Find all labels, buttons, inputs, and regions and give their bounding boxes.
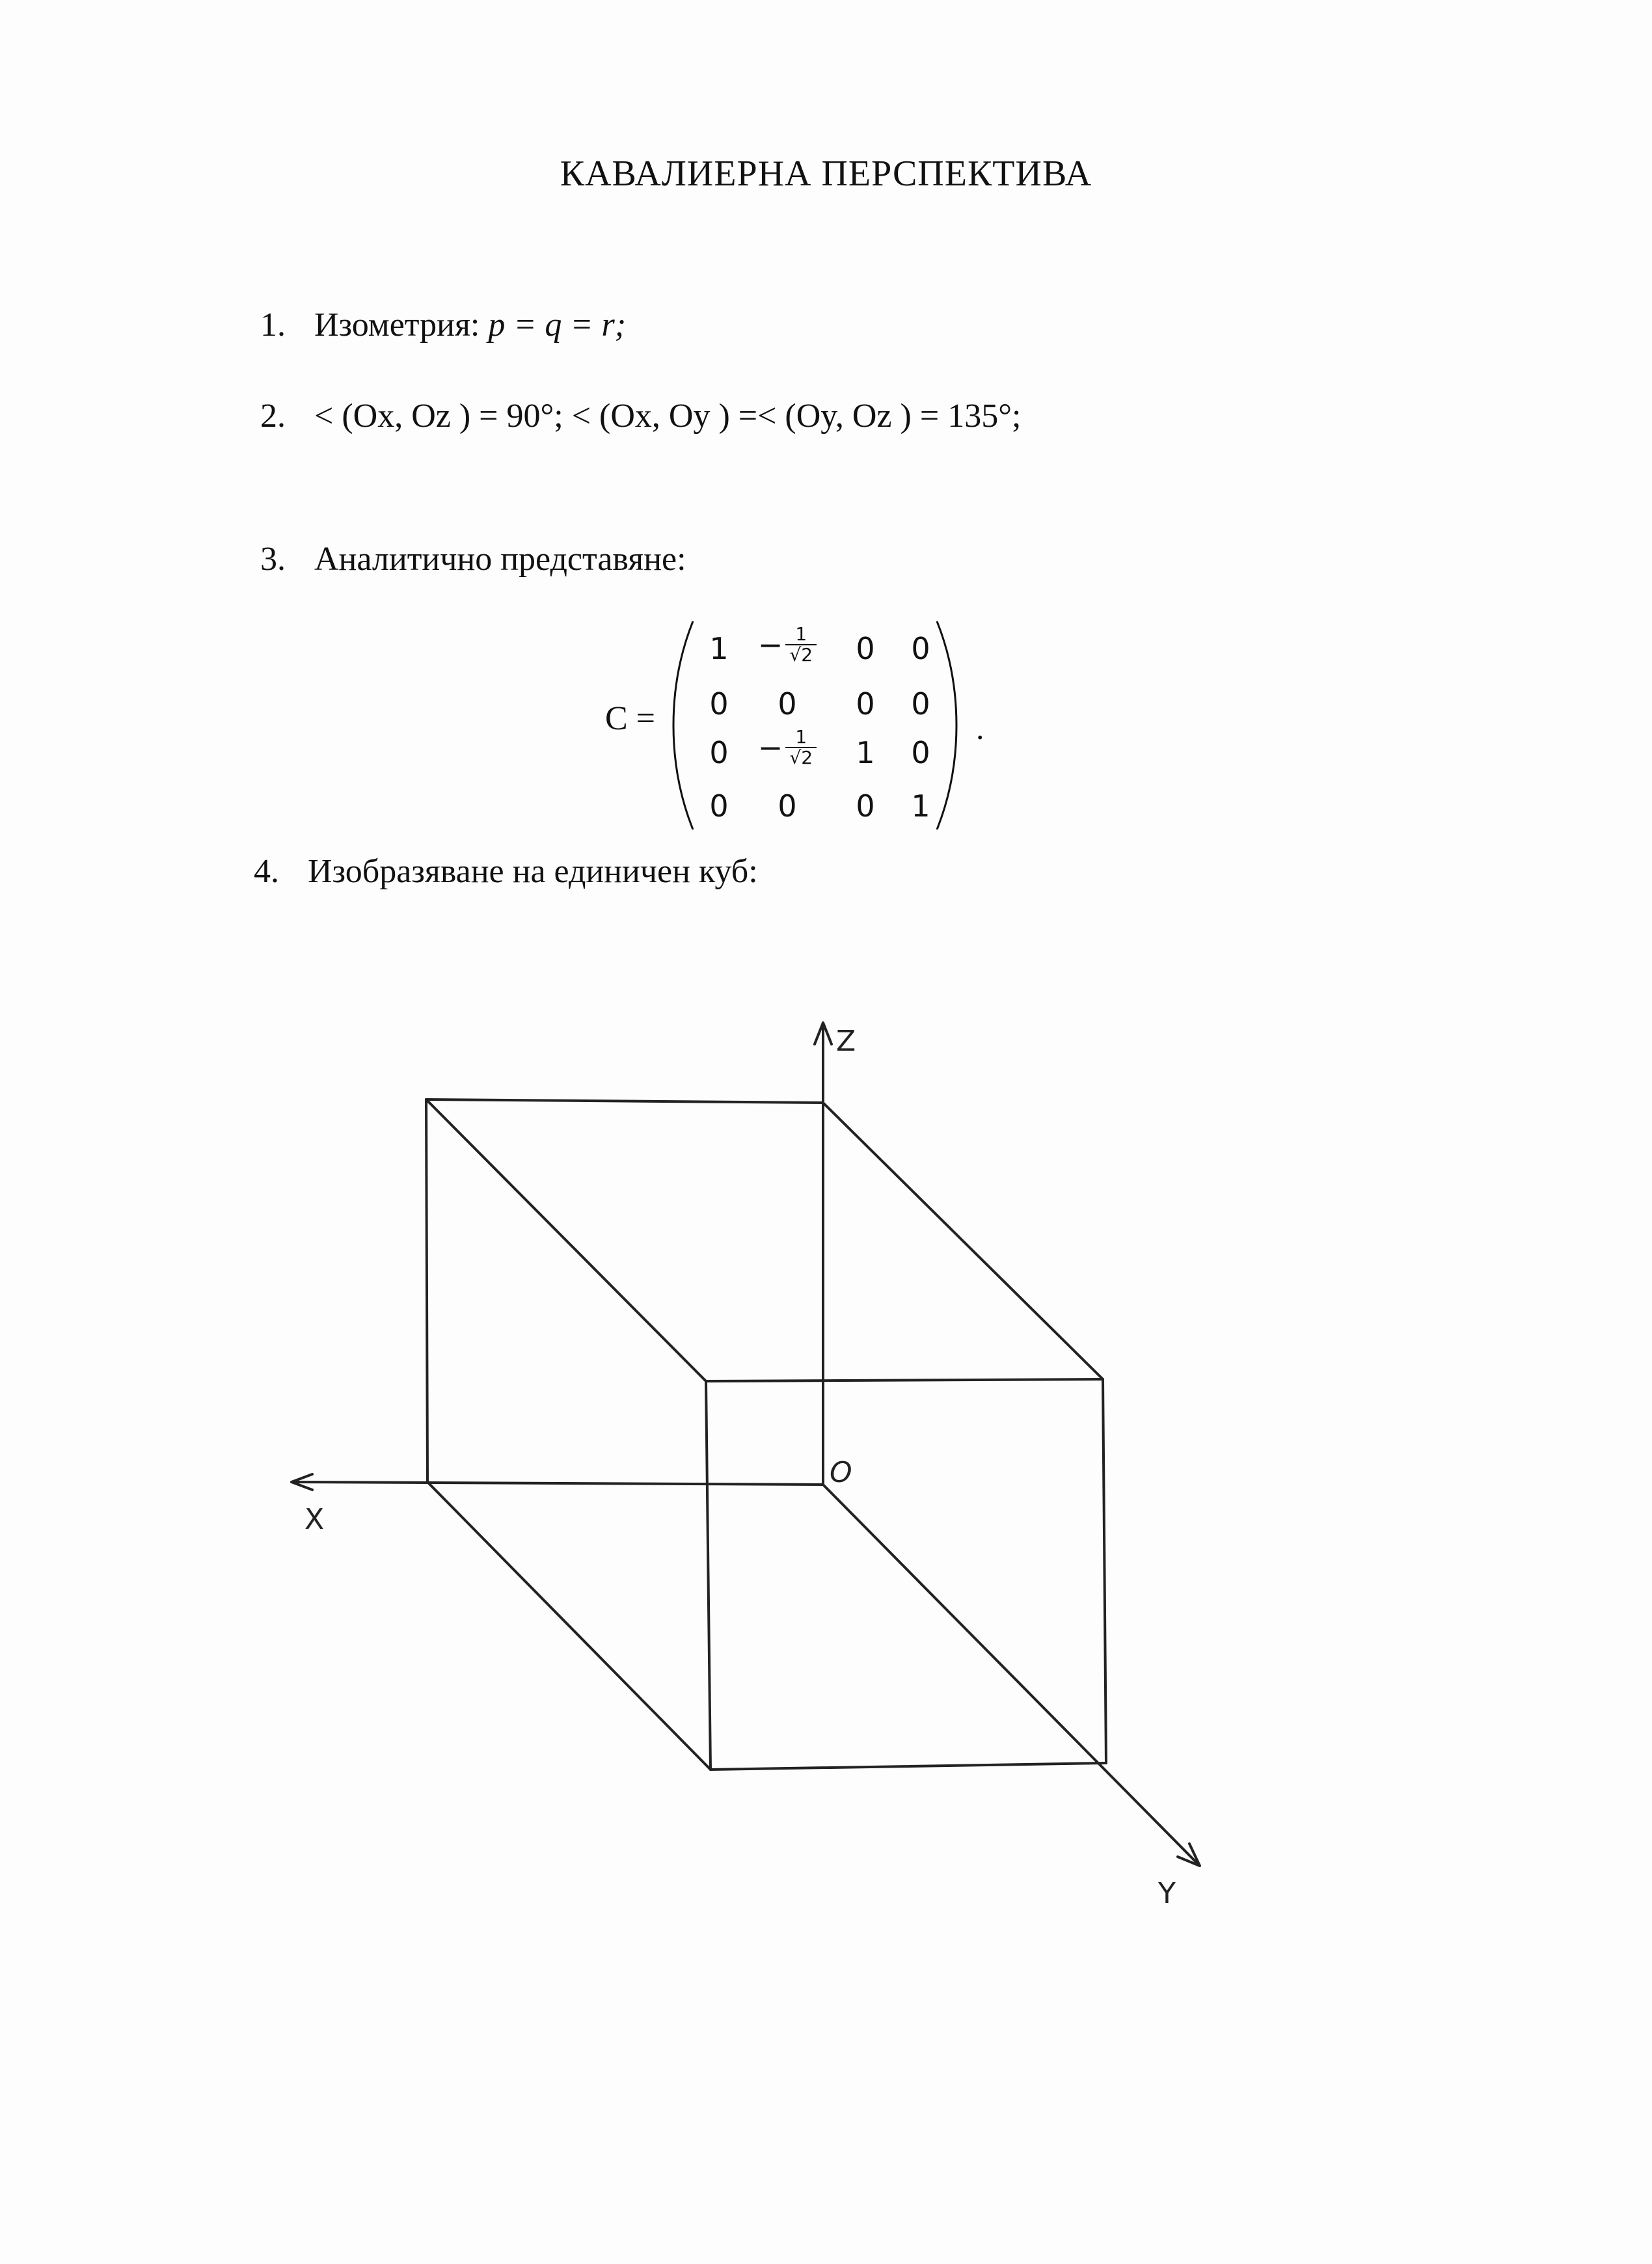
fraction-denominator: √2 [789,747,813,768]
cube-edge [426,1099,706,1381]
item-3-text: Аналитично представяне: [314,541,686,578]
matrix-cell: 1 [911,788,930,824]
cube-edge [1103,1379,1106,1763]
y-axis-line [823,1485,1198,1865]
x-axis-line [293,1482,823,1485]
y-axis-label: Y [1158,1877,1176,1910]
matrix-cell-fraction: − 1 √2 [745,727,830,768]
matrix-cell: 0 [778,788,797,824]
matrix-cell: 0 [911,735,930,770]
item-4-number: 4. [254,853,279,890]
z-axis-label: Z [836,1025,856,1058]
fraction-numerator: 1 [795,726,807,748]
matrix-cell: 1 [709,631,729,666]
item-2-formula: < (Ox, Oz ) = 90°; < (Ox, Oy ) =< (Oy, Oz ) = 135°; [314,398,1022,435]
item-1-text: Изометрия: [314,306,489,344]
matrix-cell: 0 [856,631,875,666]
item-2-number: 2. [260,398,286,435]
item-4-text: Изобразяване на единичен куб: [308,853,758,890]
matrix-cell: 0 [709,735,729,770]
matrix-cell: 0 [911,686,930,721]
matrix-cell: 0 [856,788,875,824]
fraction-denominator: √2 [789,644,813,666]
matrix-label: C = [605,700,656,737]
cube-edge [711,1763,1106,1770]
cube-edge [706,1381,711,1770]
cube-edge [427,1482,711,1770]
item-3-number: 3. [260,541,286,578]
cube-edge [823,1103,1103,1379]
cube-edge [426,1099,427,1482]
matrix-cell: 1 [856,735,875,770]
item-1-formula: p = q = r; [488,306,627,344]
matrix-trailing-dot: . [976,710,984,746]
cube-edge [706,1379,1103,1381]
matrix-cell: 0 [856,686,875,721]
x-axis-label: X [305,1503,325,1536]
page-title: КАВАЛИЕРНА ПЕРСПЕКТИВА [560,154,1092,194]
cube-edge [426,1099,823,1103]
matrix-cell: 0 [709,686,729,721]
matrix-cell-fraction: − 1 √2 [745,625,830,665]
matrix-cell: 0 [709,788,729,824]
item-1-number: 1. [260,306,286,344]
matrix-cell: 0 [911,631,930,666]
origin-label: O [830,1456,852,1489]
fraction-numerator: 1 [795,623,807,645]
matrix-cell: 0 [778,686,797,721]
